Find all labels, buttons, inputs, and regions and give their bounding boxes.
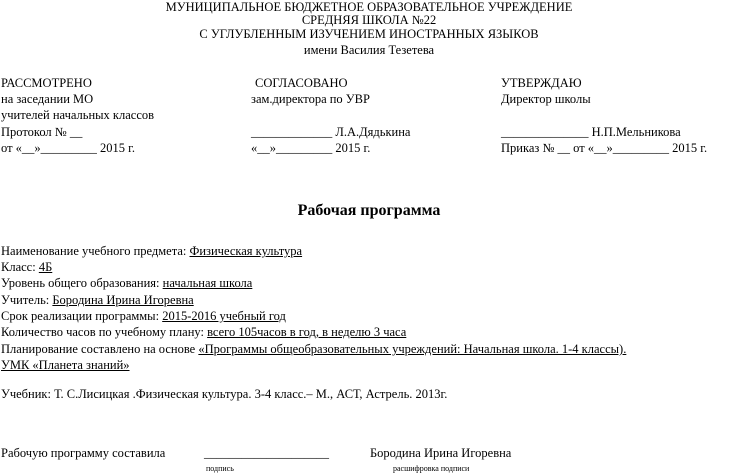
agreed-title: СОГЛАСОВАНО: [255, 76, 348, 90]
teacher-label: Учитель:: [1, 293, 53, 307]
hours-row: [1, 325, 406, 340]
school-name-line3: С УГЛУБЛЕННЫМ ИЗУЧЕНИЕМ ИНОСТРАННЫХ ЯЗЫКОВ: [199, 27, 539, 41]
subject-label: Наименование учебного предмета:: [1, 244, 190, 258]
subject-value: Физическая культура: [189, 244, 303, 258]
term-row: [1, 309, 286, 324]
agreed-line1: зам.директора по УВР: [251, 92, 370, 106]
reviewed-protocol: Протокол № __: [1, 125, 83, 139]
subject-row: [1, 244, 302, 259]
school-name-line1: МУНИЦИПАЛЬНОЕ БЮДЖЕТНОЕ ОБРАЗОВАТЕЛЬНОЕ УЧРЕЖДЕНИЕ: [165, 0, 573, 14]
reviewed-title: РАССМОТРЕНО: [1, 76, 92, 90]
level-row: [1, 276, 252, 291]
class-value: 4Б: [38, 260, 53, 274]
hours-value: всего 105часов в год, в неделю 3 часа: [207, 325, 407, 339]
basis-row: [1, 342, 626, 357]
class-label: Класс:: [1, 260, 39, 274]
school-name-line4: имени Василия Тезетева: [303, 43, 435, 57]
approved-title: УТВЕРЖДАЮ: [501, 76, 582, 90]
basis-value-line2: УМК «Планета знаний»: [1, 358, 130, 372]
signature-label: Рабочую программу составила: [1, 446, 166, 460]
level-value: начальная школа: [162, 276, 253, 290]
document-title: Рабочая программа: [297, 202, 441, 219]
approved-line1: Директор школы: [501, 92, 591, 106]
agreed-date: «__»_________ 2015 г.: [251, 141, 371, 155]
signature-line: ____________________: [204, 446, 329, 460]
textbook-line: Учебник: Т. С.Лисицкая .Физическая культура. 3-4 класс.– М., АСТ, Астрель. 2013г.: [1, 387, 448, 401]
reviewed-line2: учителей начальных классов: [1, 108, 155, 122]
approved-signature: ______________ Н.П.Мельникова: [501, 125, 681, 139]
term-value: 2015-2016 учебный год: [162, 309, 286, 323]
signature-caption: подпись: [206, 464, 234, 473]
teacher-value: Бородина Ирина Игоревна: [52, 293, 194, 307]
signature-decode-caption: расшифровка подписи: [393, 464, 470, 473]
hours-label: Количество часов по учебному плану:: [1, 325, 208, 339]
school-name-line2: СРЕДНЯЯ ШКОЛА №22: [301, 13, 437, 27]
approved-order: Приказ № __ от «__»_________ 2015 г.: [501, 141, 708, 155]
agreed-signature: _____________ Л.А.Дядькина: [251, 125, 411, 139]
teacher-row: [1, 293, 194, 308]
signature-name: Бородина Ирина Игоревна: [370, 446, 512, 460]
class-row: [1, 260, 52, 275]
basis-value-line1: «Программы общеобразовательных учреждений: Начальная школа. 1-4 классы).: [198, 342, 627, 356]
level-label: Уровень общего образования:: [1, 276, 163, 290]
basis-label: Планирование составлено на основе: [1, 342, 199, 356]
basis-row-2: [1, 358, 130, 373]
reviewed-date: от «__»_________ 2015 г.: [1, 141, 136, 155]
reviewed-line1: на заседании МО: [1, 92, 94, 106]
term-label: Срок реализации программы:: [1, 309, 163, 323]
